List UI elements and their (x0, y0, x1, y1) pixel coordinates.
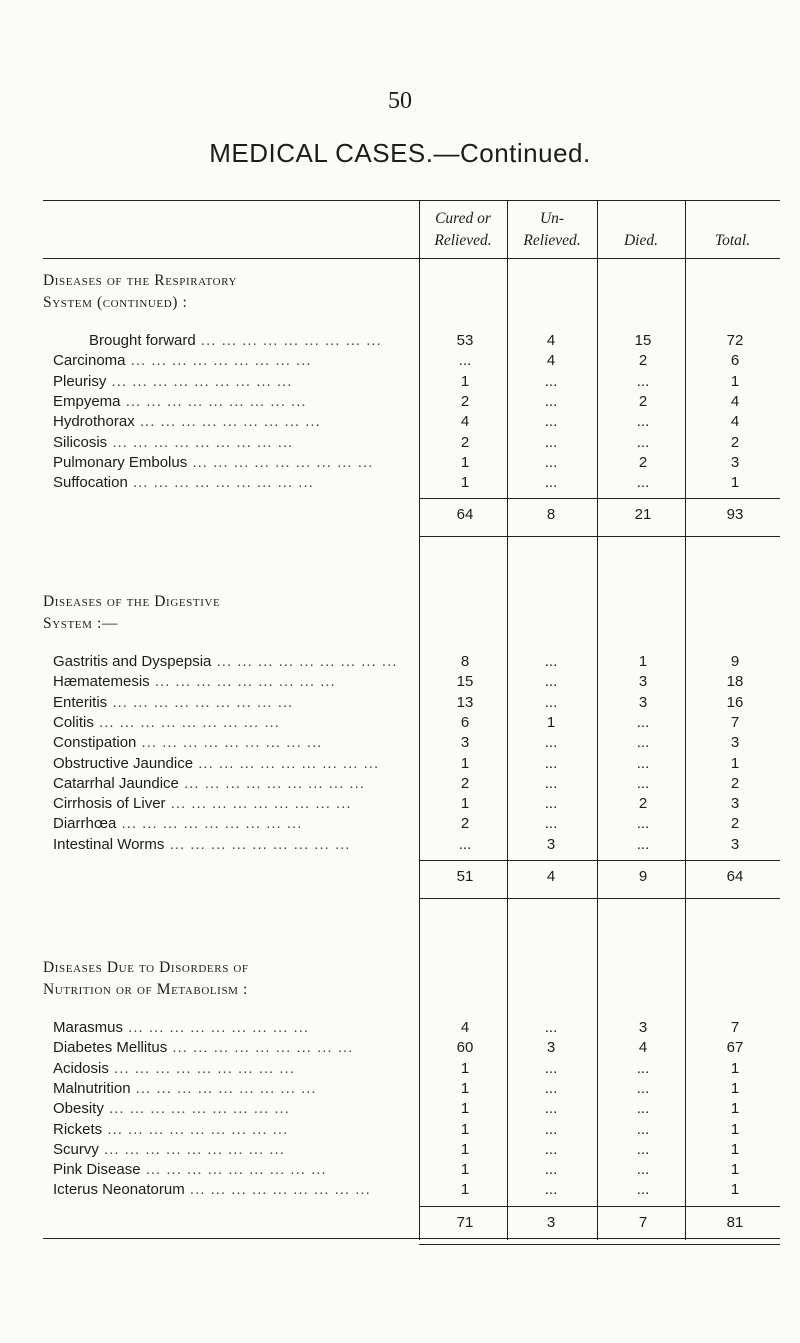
cell-unrelieved: ... (544, 734, 558, 752)
column-header-cured-line2: Relieved. (434, 232, 492, 249)
row-label-text: Malnutrition (53, 1079, 131, 1097)
leader-dots: ... ... ... ... ... ... ... ... ... (187, 453, 374, 471)
cell-died: ... (636, 433, 650, 451)
row-label-text: Pleurisy (53, 372, 107, 390)
cell-died: ... (636, 734, 650, 752)
column-header-unrelieved-line2: Relieved. (523, 232, 581, 249)
cell-died: ... (636, 713, 650, 731)
cell-unrelieved: ... (544, 673, 558, 691)
cell-cured: 4 (460, 413, 470, 431)
table-bottom-rule (43, 1238, 780, 1239)
row-label-text: Empyema (53, 392, 121, 410)
section-title-line: Diseases of the Digestive (43, 593, 221, 610)
leader-dots: ... ... ... ... ... ... ... ... ... (120, 392, 307, 410)
row-label (53, 1161, 413, 1178)
cell-unrelieved: ... (544, 1181, 558, 1199)
cell-cured: ... (458, 352, 472, 370)
table-row (35, 373, 780, 395)
cell-died: ... (636, 474, 650, 492)
cell-total: 72 (726, 332, 744, 349)
row-label-text: Hæmatemesis (53, 673, 150, 691)
cell-total: 1 (730, 1059, 740, 1077)
section-title-line: System :— (43, 615, 118, 632)
table-row (35, 775, 780, 797)
cell-total: 1 (730, 1079, 740, 1097)
cell-cured: 1 (460, 1120, 470, 1138)
subtotal-rule (419, 1206, 780, 1207)
row-label (53, 694, 413, 711)
leader-dots: ... ... ... ... ... ... ... ... ... (195, 332, 382, 349)
cell-total: 7 (730, 713, 740, 731)
row-label (53, 714, 413, 731)
table-row (35, 1039, 780, 1061)
section-title-line: Nutrition or of Metabolism : (43, 981, 248, 998)
row-label-text: Diarrhœa (53, 815, 117, 833)
leader-dots: ... ... ... ... ... ... ... ... ... (193, 754, 380, 772)
table-row (35, 1100, 780, 1122)
section-title-line: Diseases of the Respiratory (43, 272, 238, 289)
cell-cured: 53 (456, 332, 474, 349)
cell-total: 6 (730, 352, 740, 370)
row-label-text: Diabetes Mellitus (53, 1039, 168, 1057)
column-header-cured (419, 208, 507, 252)
total-unrelieved: 3 (546, 1213, 556, 1231)
row-label (53, 1181, 413, 1198)
row-label (53, 1121, 413, 1138)
table-row (35, 1019, 780, 1041)
row-label-text: Hydrothorax (53, 413, 135, 431)
table-row (35, 1141, 780, 1163)
cell-died: 2 (638, 795, 648, 813)
table-row (35, 815, 780, 837)
row-label (53, 734, 413, 751)
table-row (35, 332, 780, 354)
cell-cured: ... (458, 835, 472, 853)
section-title-line: System (continued) : (43, 294, 188, 311)
total-total: 93 (726, 506, 744, 524)
table-top-rule (43, 200, 780, 201)
cell-died: ... (636, 413, 650, 431)
cell-died: 2 (638, 352, 648, 370)
cell-died: 3 (638, 673, 648, 691)
leader-dots: ... ... ... ... ... ... ... ... ... (125, 352, 312, 370)
cell-total: 1 (730, 372, 740, 390)
column-header-total: Total. (714, 232, 751, 249)
leader-dots: ... ... ... ... ... ... ... ... ... (184, 1181, 371, 1199)
cell-total: 1 (730, 474, 740, 492)
table-row (35, 1080, 780, 1102)
cell-total: 3 (730, 835, 740, 853)
cell-total: 18 (726, 673, 744, 691)
table-row (35, 434, 780, 456)
cell-cured: 1 (460, 1161, 470, 1179)
cell-died: ... (636, 754, 650, 772)
page-title: MEDICAL CASES.—Continued. (209, 138, 591, 168)
cell-unrelieved: ... (544, 474, 558, 492)
cell-total: 2 (730, 433, 740, 451)
cell-total: 1 (730, 754, 740, 772)
cell-total: 16 (726, 693, 744, 711)
row-label-text: Acidosis (53, 1059, 109, 1077)
row-label-text: Obstructive Jaundice (53, 754, 194, 772)
cell-died: ... (636, 774, 650, 792)
cell-total: 1 (730, 1140, 740, 1158)
row-label-text: Pulmonary Embolus (53, 453, 188, 471)
row-label (53, 1141, 413, 1158)
cell-cured: 2 (460, 774, 470, 792)
cell-total: 67 (726, 1039, 744, 1057)
total-cured: 64 (456, 506, 474, 524)
row-label-text: Catarrhal Jaundice (53, 774, 179, 792)
section-title-line: Diseases Due to Disorders of (43, 959, 249, 976)
cell-cured: 1 (460, 453, 470, 471)
cell-cured: 60 (456, 1039, 474, 1057)
row-label (53, 795, 413, 812)
leader-dots: ... ... ... ... ... ... ... ... ... (164, 835, 351, 853)
leader-dots: ... ... ... ... ... ... ... ... ... (103, 1100, 290, 1118)
subtotal-rule (419, 860, 780, 861)
cell-unrelieved: ... (544, 433, 558, 451)
cell-unrelieved: ... (544, 1120, 558, 1138)
column-header-unrelieved-line1: Un- (539, 210, 565, 227)
row-label-text: Gastritis and Dyspepsia (53, 653, 212, 670)
row-label (53, 1100, 413, 1117)
table-row (35, 1181, 780, 1203)
table-row (35, 795, 780, 817)
cell-unrelieved: ... (544, 693, 558, 711)
row-label-text: Cirrhosis of Liver (53, 795, 166, 813)
cell-cured: 15 (456, 673, 474, 691)
cell-total: 4 (730, 413, 740, 431)
cell-died: 1 (638, 653, 648, 670)
medical-cases-table (35, 200, 780, 1240)
cell-cured: 1 (460, 795, 470, 813)
cell-died: ... (636, 1140, 650, 1158)
subtotal-rule (419, 498, 780, 499)
cell-cured: 1 (460, 754, 470, 772)
table-row (35, 714, 780, 736)
total-unrelieved: 8 (546, 506, 556, 524)
leader-dots: ... ... ... ... ... ... ... ... ... (127, 474, 314, 492)
cell-died: 2 (638, 392, 648, 410)
row-label (53, 393, 413, 410)
row-label-text: Rickets (53, 1120, 103, 1138)
cell-died: 15 (634, 332, 652, 349)
column-header-died: Died. (623, 232, 658, 249)
cell-total: 1 (730, 1120, 740, 1138)
table-row (35, 734, 780, 756)
page-number: 50 (388, 88, 412, 114)
leader-dots: ... ... ... ... ... ... ... ... ... (107, 433, 294, 451)
cell-died: ... (636, 1120, 650, 1138)
leader-dots: ... ... ... ... ... ... ... ... ... (130, 1079, 317, 1097)
total-total: 64 (726, 868, 744, 885)
row-label-text: Icterus Neonatorum (53, 1181, 185, 1199)
cell-unrelieved: 4 (546, 332, 556, 349)
cell-cured: 8 (460, 653, 470, 670)
leader-dots: ... ... ... ... ... ... ... ... ... (178, 774, 365, 792)
leader-dots: ... ... ... ... ... ... ... ... ... (108, 1059, 295, 1077)
cell-died: ... (636, 1181, 650, 1199)
leader-dots: ... ... ... ... ... ... ... ... ... (123, 1019, 310, 1036)
column-header-unrelieved (507, 208, 597, 252)
cell-cured: 1 (460, 474, 470, 492)
cell-total: 3 (730, 453, 740, 471)
cell-cured: 1 (460, 1079, 470, 1097)
cell-died: ... (636, 372, 650, 390)
cell-unrelieved: ... (544, 754, 558, 772)
cell-unrelieved: 1 (546, 713, 556, 731)
row-label-text: Silicosis (53, 433, 108, 451)
cell-died: 3 (638, 1019, 648, 1036)
row-label (53, 836, 413, 853)
total-unrelieved: 4 (546, 868, 556, 885)
leader-dots: ... ... ... ... ... ... ... ... ... (167, 1039, 354, 1057)
row-label-text: Scurvy (53, 1140, 99, 1158)
table-row (35, 1121, 780, 1143)
cell-unrelieved: ... (544, 413, 558, 431)
cell-cured: 6 (460, 713, 470, 731)
table-row (35, 474, 780, 496)
cell-total: 1 (730, 1100, 740, 1118)
cell-total: 2 (730, 774, 740, 792)
row-label (53, 434, 413, 451)
cell-cured: 3 (460, 734, 470, 752)
cell-total: 4 (730, 392, 740, 410)
total-cured: 51 (456, 868, 474, 885)
row-label (53, 1019, 413, 1036)
table-row (35, 836, 780, 858)
row-label-text: Constipation (53, 734, 137, 752)
cell-cured: 13 (456, 693, 474, 711)
cell-cured: 2 (460, 433, 470, 451)
cell-unrelieved: ... (544, 1059, 558, 1077)
leader-dots: ... ... ... ... ... ... ... ... ... (140, 1161, 327, 1179)
cell-unrelieved: ... (544, 453, 558, 471)
table-row (35, 413, 780, 435)
total-total: 81 (726, 1213, 744, 1231)
cell-unrelieved: ... (544, 1079, 558, 1097)
row-label-text: Pink Disease (53, 1161, 141, 1179)
cell-total: 3 (730, 734, 740, 752)
cell-cured: 1 (460, 372, 470, 390)
cell-unrelieved: 3 (546, 835, 556, 853)
leader-dots: ... ... ... ... ... ... ... ... ... (165, 795, 352, 813)
cell-unrelieved: ... (544, 1019, 558, 1036)
total-died: 21 (634, 506, 652, 524)
section-end-rule (419, 536, 780, 537)
table-row (35, 454, 780, 476)
total-died: 9 (638, 868, 648, 885)
table-row (35, 653, 780, 675)
column-header-cured-line1: Cured or (435, 210, 491, 227)
row-label (53, 413, 413, 430)
leader-dots: ... ... ... ... ... ... ... ... ... (102, 1120, 289, 1138)
cell-cured: 1 (460, 1059, 470, 1077)
cell-unrelieved: ... (544, 774, 558, 792)
table-row (35, 352, 780, 374)
row-label-text: Marasmus (53, 1019, 124, 1036)
leader-dots: ... ... ... ... ... ... ... ... ... (98, 1140, 285, 1158)
cell-died: 4 (638, 1039, 648, 1057)
cell-died: 3 (638, 693, 648, 711)
row-label (53, 352, 413, 369)
section-end-rule (419, 1244, 780, 1245)
row-label (53, 1080, 413, 1097)
cell-cured: 1 (460, 1140, 470, 1158)
table-row (35, 1161, 780, 1183)
row-label (53, 454, 413, 471)
cell-total: 2 (730, 815, 740, 833)
section-total-row (35, 1214, 780, 1236)
leader-dots: ... ... ... ... ... ... ... ... ... (136, 734, 323, 752)
row-label-text: Brought forward (89, 332, 196, 349)
cell-unrelieved: ... (544, 1140, 558, 1158)
row-label (53, 653, 413, 670)
row-label-text: Intestinal Worms (53, 835, 165, 853)
leader-dots: ... ... ... ... ... ... ... ... ... (93, 713, 280, 731)
row-label (53, 373, 413, 390)
row-label-text: Suffocation (53, 474, 128, 492)
cell-unrelieved: ... (544, 1161, 558, 1179)
cell-died: ... (636, 1161, 650, 1179)
table-row (35, 1060, 780, 1082)
cell-cured: 1 (460, 1181, 470, 1199)
cell-died: ... (636, 1079, 650, 1097)
cell-died: ... (636, 815, 650, 833)
row-label-text: Colitis (53, 713, 94, 731)
total-cured: 71 (456, 1213, 474, 1231)
leader-dots: ... ... ... ... ... ... ... ... ... (106, 372, 293, 390)
row-label-text: Enteritis (53, 693, 108, 711)
table-row (35, 755, 780, 777)
row-label (89, 332, 413, 349)
section-total-row (35, 506, 780, 528)
table-row (35, 694, 780, 716)
row-label (53, 1060, 413, 1077)
cell-died: 2 (638, 453, 648, 471)
cell-cured: 1 (460, 1100, 470, 1118)
row-label (53, 1039, 413, 1056)
cell-unrelieved: ... (544, 1100, 558, 1118)
section-end-rule (419, 898, 780, 899)
cell-unrelieved: ... (544, 795, 558, 813)
leader-dots: ... ... ... ... ... ... ... ... ... (149, 673, 336, 691)
cell-cured: 2 (460, 815, 470, 833)
cell-total: 3 (730, 795, 740, 813)
cell-unrelieved: ... (544, 815, 558, 833)
cell-unrelieved: ... (544, 372, 558, 390)
row-label (53, 755, 413, 772)
cell-cured: 2 (460, 392, 470, 410)
cell-unrelieved: 3 (546, 1039, 556, 1057)
leader-dots: ... ... ... ... ... ... ... ... ... (107, 693, 294, 711)
table-row (35, 673, 780, 695)
cell-total: 7 (730, 1019, 740, 1036)
row-label (53, 673, 413, 690)
cell-died: ... (636, 1100, 650, 1118)
cell-died: ... (636, 835, 650, 853)
table-row (35, 393, 780, 415)
leader-dots: ... ... ... ... ... ... ... ... ... (134, 413, 321, 431)
cell-unrelieved: ... (544, 653, 558, 670)
section-total-row (35, 868, 780, 890)
header-bottom-rule (43, 258, 780, 259)
cell-cured: 4 (460, 1019, 470, 1036)
leader-dots: ... ... ... ... ... ... ... ... ... (211, 653, 398, 670)
row-label-text: Obesity (53, 1100, 104, 1118)
cell-died: ... (636, 1059, 650, 1077)
cell-unrelieved: ... (544, 392, 558, 410)
cell-total: 1 (730, 1181, 740, 1199)
row-label (53, 474, 413, 491)
cell-unrelieved: 4 (546, 352, 556, 370)
cell-total: 9 (730, 653, 740, 670)
total-died: 7 (638, 1213, 648, 1231)
row-label-text: Carcinoma (53, 352, 126, 370)
row-label (53, 815, 413, 832)
leader-dots: ... ... ... ... ... ... ... ... ... (116, 815, 303, 833)
row-label (53, 775, 413, 792)
cell-total: 1 (730, 1161, 740, 1179)
